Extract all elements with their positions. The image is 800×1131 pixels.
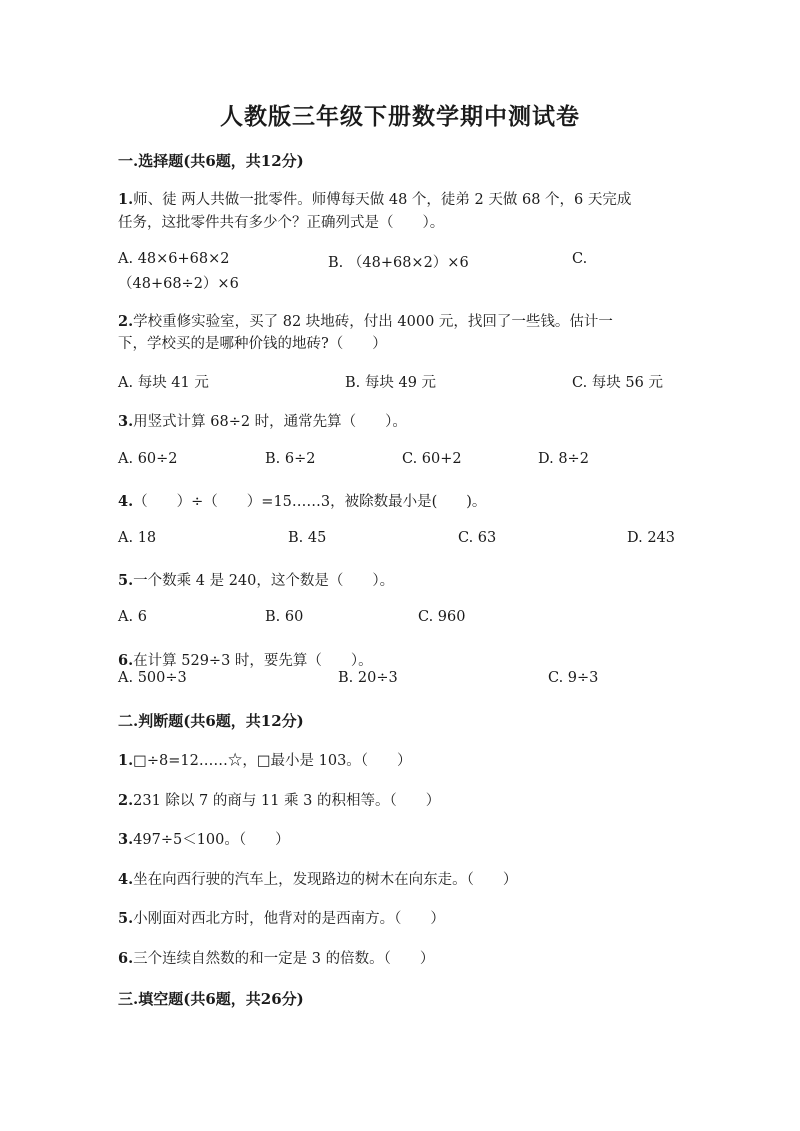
- question-number: 2.: [118, 792, 134, 809]
- option-a: A. 48×6+68×2: [118, 251, 230, 267]
- question-text: 在计算 529÷3 时，要先算（ ）。: [133, 653, 373, 669]
- question-text: 师、徒 两人共做一批零件。师傅每天做 48 个，徒弟 2 天做 68 个，6 天完成: [133, 192, 632, 208]
- section-heading-fill-in: 三.填空题(共6题，共26分): [118, 990, 304, 1008]
- option-c-text: （48+68÷2）×6: [118, 276, 239, 292]
- question-number: 1.: [118, 752, 134, 769]
- question-1: [118, 188, 698, 209]
- judgement-item-4: [118, 868, 698, 889]
- option-c: C. 63: [458, 530, 497, 546]
- option-b: B. 45: [288, 530, 327, 546]
- question-5: [118, 569, 698, 590]
- option-a: A. 500÷3: [118, 670, 187, 686]
- option-b: B. 每块 49 元: [345, 375, 437, 391]
- option-a: A. 每块 41 元: [118, 375, 209, 391]
- question-text: 一个数乘 4 是 240，这个数是（ ）。: [133, 573, 395, 589]
- exam-title: 人教版三年级下册数学期中测试卷: [220, 103, 580, 130]
- question-4: [118, 490, 698, 511]
- option-d: D. 243: [627, 530, 676, 546]
- judgement-item-1: [118, 749, 698, 770]
- option-c: C. 每块 56 元: [572, 375, 663, 391]
- option-a: A. 6: [118, 609, 147, 625]
- section-heading-true-false: 二.判断题(共6题，共12分): [118, 712, 304, 730]
- question-1-line2: 任务，这批零件共有多少个？正确列式是（ ）。: [118, 215, 445, 231]
- option-a: A. 18: [118, 530, 157, 546]
- option-d: D. 8÷2: [538, 451, 589, 467]
- option-c: C. 9÷3: [548, 670, 599, 686]
- judgement-item-6: [118, 947, 698, 968]
- option-b: B. 20÷3: [338, 670, 398, 686]
- section-heading-multiple-choice: 一.选择题(共6题，共12分): [118, 152, 304, 170]
- question-number: 3.: [118, 831, 134, 848]
- option-c: C. 60+2: [402, 451, 462, 467]
- question-2-line2: 下，学校买的是哪种价钱的地砖?（ ）: [118, 336, 387, 352]
- option-b: B. 6÷2: [265, 451, 316, 467]
- question-text: □÷8=12……☆，□最小是 103。（ ）: [133, 753, 412, 769]
- question-text: 三个连续自然数的和一定是 3 的倍数。（ ）: [133, 951, 435, 967]
- question-number: 5.: [118, 910, 134, 927]
- question-number: 5.: [118, 572, 134, 589]
- judgement-item-2: [118, 789, 698, 810]
- question-text: 497÷5＜100。（ ）: [133, 832, 290, 848]
- option-b: B. （48+68×2）×6: [328, 255, 469, 271]
- option-b: B. 60: [265, 609, 304, 625]
- judgement-item-3: [118, 828, 698, 849]
- question-number: 6.: [118, 652, 134, 669]
- question-number: 2.: [118, 313, 134, 330]
- question-6: [118, 649, 698, 670]
- question-text: 231 除以 7 的商与 11 乘 3 的积相等。（ ）: [133, 793, 441, 809]
- question-number: 1.: [118, 191, 134, 208]
- question-text: 用竖式计算 68÷2 时，通常先算（ ）。: [133, 414, 407, 430]
- option-a: A. 60÷2: [118, 451, 178, 467]
- question-number: 3.: [118, 413, 134, 430]
- question-text: 小刚面对西北方时，他背对的是西南方。（ ）: [133, 911, 445, 927]
- question-text: （ ）÷（ ）=15……3，被除数最小是( )。: [133, 494, 487, 510]
- question-number: 4.: [118, 493, 134, 510]
- question-text: 学校重修实验室，买了 82 块地砖，付出 4000 元，找回了一些钱。估计一: [133, 314, 613, 330]
- question-number: 4.: [118, 871, 134, 888]
- judgement-item-5: [118, 907, 698, 928]
- option-c: C. 960: [418, 609, 466, 625]
- question-2: [118, 310, 698, 331]
- option-c: C.: [572, 251, 588, 267]
- question-text: 坐在向西行驶的汽车上，发现路边的树木在向东走。（ ）: [133, 872, 518, 888]
- question-3: [118, 410, 698, 431]
- question-number: 6.: [118, 950, 134, 967]
